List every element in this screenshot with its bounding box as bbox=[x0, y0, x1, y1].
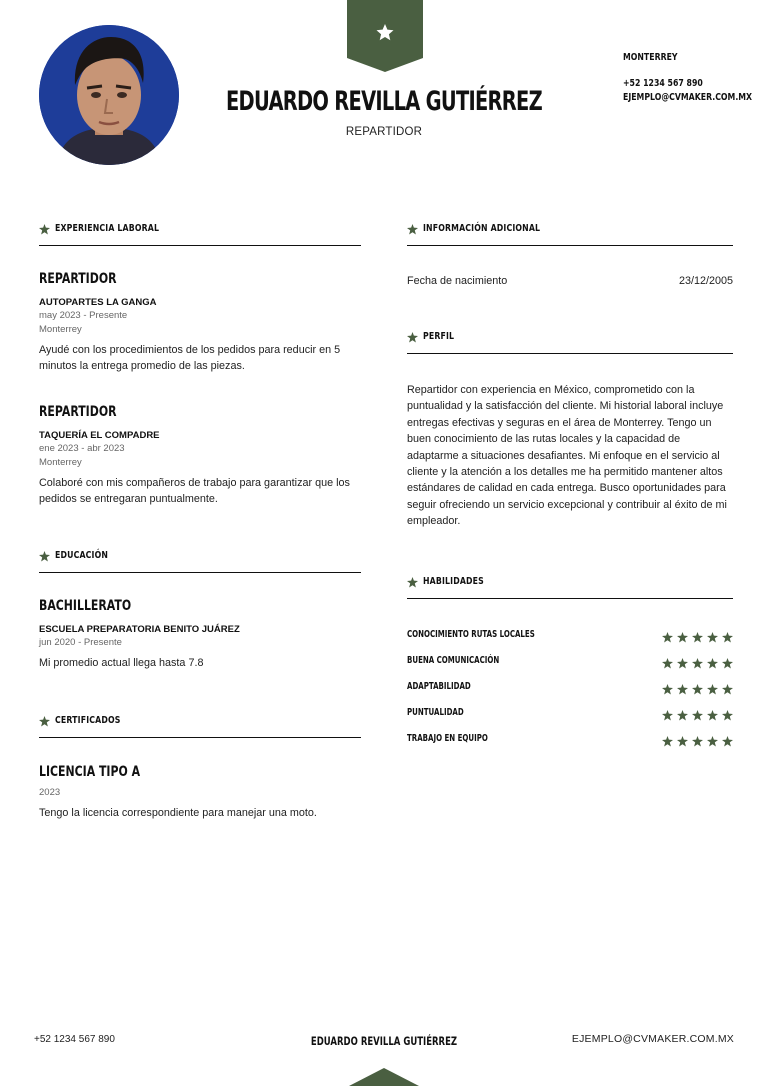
candidate-name: EDUARDO REVILLA GUTIÉRREZ bbox=[225, 86, 542, 117]
star-icon bbox=[677, 682, 688, 693]
star-icon bbox=[722, 734, 733, 745]
star-icon bbox=[722, 682, 733, 693]
birth-date-label: Fecha de nacimiento bbox=[407, 275, 508, 287]
skill-rating bbox=[662, 708, 733, 719]
star-icon bbox=[677, 708, 688, 719]
certificate-entry bbox=[39, 764, 361, 821]
star-icon bbox=[707, 630, 718, 641]
skill-rating bbox=[662, 682, 733, 693]
star-icon bbox=[407, 577, 418, 588]
star-icon bbox=[662, 708, 673, 719]
skill-row bbox=[407, 707, 733, 733]
profile-summary: Repartidor con experiencia en México, comprometido con la puntualidad y la satisfacción del cliente. Mi historial laboral incluye entregas efectivas y seguras en el área de Monterrey. Tengo un buen conocimiento de las rutas locales y la capacidad de adaptarme a situaciones desafiantes. Mi enfoque en el servicio al cliente y la atención a los detalles me ha permitido mantener altos estándares de calidad en cada entrega. Busco oportunidades para seguir ofreciendo un servicio excepcional y contribuir al éxito de mi empleador. bbox=[407, 384, 727, 528]
section-profile-heading bbox=[407, 332, 733, 354]
section-certificates-heading bbox=[39, 716, 361, 738]
star-icon bbox=[407, 332, 418, 343]
entry-company: AUTOPARTES LA GANGA bbox=[39, 297, 157, 308]
skills-list bbox=[407, 629, 733, 759]
education-entry bbox=[39, 598, 361, 671]
skill-name: CONOCIMIENTO RUTAS LOCALES bbox=[407, 629, 535, 640]
star-icon bbox=[692, 630, 703, 641]
section-experience-title: EXPERIENCIA LABORAL bbox=[55, 223, 160, 234]
star-icon bbox=[692, 682, 703, 693]
star-icon bbox=[692, 734, 703, 745]
entry-description: Ayudé con los procedimientos de los pedidos para reducir en 5 minutos la entrega promedio de las piezas. bbox=[39, 344, 341, 372]
contact-phone: +52 1234 567 890 bbox=[623, 78, 703, 89]
star-icon bbox=[707, 734, 718, 745]
star-icon bbox=[722, 630, 733, 641]
skill-name: TRABAJO EN EQUIPO bbox=[407, 733, 488, 744]
star-icon bbox=[662, 734, 673, 745]
header-ribbon bbox=[347, 0, 423, 72]
birth-date-row bbox=[407, 275, 733, 287]
footer-name: EDUARDO REVILLA GUTIÉRREZ bbox=[310, 1034, 458, 1048]
skill-rating bbox=[662, 734, 733, 745]
section-additional-heading bbox=[407, 224, 733, 246]
entry-year: 2023 bbox=[39, 787, 61, 798]
star-icon bbox=[722, 708, 733, 719]
footer-phone: +52 1234 567 890 bbox=[34, 1034, 115, 1045]
star-icon bbox=[39, 224, 50, 235]
entry-title: REPARTIDOR bbox=[39, 271, 117, 287]
contact-email[interactable]: EJEMPLO@CVMAKER.COM.MX bbox=[623, 92, 753, 103]
skill-row bbox=[407, 681, 733, 707]
section-certificates-title: CERTIFICADOS bbox=[55, 715, 121, 726]
entry-description: Tengo la licencia correspondiente para manejar una moto. bbox=[39, 807, 317, 819]
skill-row bbox=[407, 629, 733, 655]
entry-location: Monterrey bbox=[39, 324, 82, 335]
star-icon bbox=[707, 708, 718, 719]
star-icon bbox=[677, 630, 688, 641]
star-icon bbox=[677, 734, 688, 745]
skill-row bbox=[407, 655, 733, 681]
section-education-heading bbox=[39, 551, 361, 573]
skill-name: ADAPTABILIDAD bbox=[407, 681, 471, 692]
star-icon bbox=[692, 708, 703, 719]
footer-email[interactable]: EJEMPLO@CVMAKER.COM.MX bbox=[571, 1033, 734, 1045]
skill-row bbox=[407, 733, 733, 759]
experience-entry bbox=[39, 271, 361, 374]
entry-dates: may 2023 - Presente bbox=[39, 310, 128, 321]
section-skills-title: HABILIDADES bbox=[423, 576, 484, 587]
entry-title: REPARTIDOR bbox=[39, 404, 117, 420]
star-icon bbox=[707, 656, 718, 667]
section-profile-title: PERFIL bbox=[423, 331, 455, 342]
section-education-title: EDUCACIÓN bbox=[55, 550, 109, 561]
star-icon bbox=[39, 551, 50, 562]
contact-block bbox=[623, 52, 763, 106]
entry-company: TAQUERÍA EL COMPADRE bbox=[39, 430, 160, 441]
skill-name: BUENA COMUNICACIÓN bbox=[407, 655, 500, 666]
star-icon bbox=[677, 656, 688, 667]
birth-date-value: 23/12/2005 bbox=[678, 275, 733, 287]
section-additional-title: INFORMACIÓN ADICIONAL bbox=[423, 223, 541, 234]
entry-dates: ene 2023 - abr 2023 bbox=[39, 443, 125, 454]
experience-entry bbox=[39, 404, 361, 507]
entry-title: BACHILLERATO bbox=[39, 598, 132, 614]
star-icon bbox=[39, 716, 50, 727]
skill-name: PUNTUALIDAD bbox=[407, 707, 464, 718]
contact-city: MONTERREY bbox=[623, 52, 678, 63]
section-skills-heading bbox=[407, 577, 733, 599]
candidate-role: REPARTIDOR bbox=[345, 126, 423, 138]
section-experience-heading bbox=[39, 224, 361, 246]
entry-title: LICENCIA TIPO A bbox=[39, 764, 141, 780]
star-icon bbox=[662, 656, 673, 667]
star-icon bbox=[662, 682, 673, 693]
star-icon bbox=[707, 682, 718, 693]
skill-rating bbox=[662, 630, 733, 641]
star-icon bbox=[407, 224, 418, 235]
entry-location: Monterrey bbox=[39, 457, 82, 468]
footer-triangle bbox=[349, 1066, 419, 1086]
entry-description: Mi promedio actual llega hasta 7.8 bbox=[39, 657, 204, 669]
skill-rating bbox=[662, 656, 733, 667]
star-icon bbox=[662, 630, 673, 641]
entry-school: ESCUELA PREPARATORIA BENITO JUÁREZ bbox=[39, 624, 240, 635]
entry-description: Colaboré con mis compañeros de trabajo para garantizar que los pedidos se entregaran puntualmente. bbox=[39, 477, 350, 505]
entry-dates: jun 2020 - Presente bbox=[39, 637, 122, 648]
star-icon bbox=[722, 656, 733, 667]
star-icon bbox=[692, 656, 703, 667]
